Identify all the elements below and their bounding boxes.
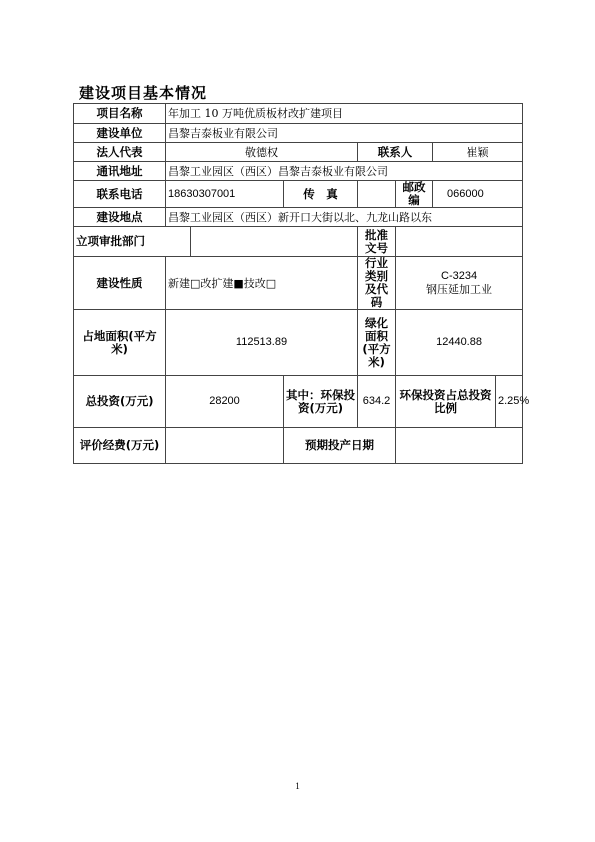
phone-label: 联系电话: [74, 181, 166, 208]
green-value: 12440.88: [396, 310, 523, 376]
investment-value: 28200: [166, 376, 284, 428]
industry-value: [396, 257, 523, 310]
env-investment-label: 其中：环保投资(万元): [284, 376, 358, 428]
postcode-label: 邮政编: [396, 181, 433, 208]
area-value: 112513.89: [166, 310, 358, 376]
construction-unit-value: 昌黎吉泰板业有限公司: [166, 124, 523, 143]
industry-label: 行业类别及代码: [358, 257, 396, 310]
project-name-value: 年加工 10 万吨优质板材改扩建项目: [166, 104, 523, 124]
site-label: 建设地点: [74, 208, 166, 227]
eval-fee-value: [166, 428, 284, 464]
env-ratio-label: 环保投资占总投资比例: [396, 376, 496, 428]
legal-rep-label: 法人代表: [74, 143, 166, 162]
env-investment-value: 634.2: [358, 376, 396, 428]
area-label: 占地面积(平方米): [74, 310, 166, 376]
env-ratio-value: 2.25%: [496, 376, 523, 428]
contact-label: 联系人: [358, 143, 433, 162]
eval-fee-label: 评价经费(万元): [74, 428, 166, 464]
expected-date-label: 预期投产日期: [284, 428, 396, 464]
postcode-value: 066000: [433, 181, 523, 208]
site-value: 昌黎工业园区（西区）新开口大街以北、九龙山路以东: [166, 208, 523, 227]
address-value: 昌黎工业园区（西区）昌黎吉泰板业有限公司: [166, 162, 523, 181]
address-label: 通讯地址: [74, 162, 166, 181]
section-title: 建设项目基本情况: [79, 84, 208, 102]
expected-date-value: [396, 428, 523, 464]
industry-code: C-3234: [441, 270, 478, 282]
project-info-table: [73, 103, 530, 464]
industry-name: 钢压延加工业: [426, 283, 493, 296]
nature-value: 新建□改扩建■技改□: [166, 257, 358, 310]
nature-label: 建设性质: [74, 257, 166, 310]
investment-label: 总投资(万元): [74, 376, 166, 428]
approval-doc-value: [396, 227, 523, 257]
fax-label: 传 真: [284, 181, 358, 208]
approval-doc-label: 批准文号: [358, 227, 396, 257]
legal-rep-value: 敬德权: [166, 143, 358, 162]
contact-value: 崔颖: [433, 143, 523, 162]
phone-value: 18630307001: [166, 181, 284, 208]
approval-dept-value: [191, 227, 358, 257]
fax-value: [358, 181, 396, 208]
page-number: 1: [295, 781, 300, 791]
approval-dept-label: 立项审批部门: [74, 227, 191, 257]
construction-unit-label: 建设单位: [74, 124, 166, 143]
project-name-label: 项目名称: [74, 104, 166, 124]
green-label: 绿化面积(平方米): [358, 310, 396, 376]
